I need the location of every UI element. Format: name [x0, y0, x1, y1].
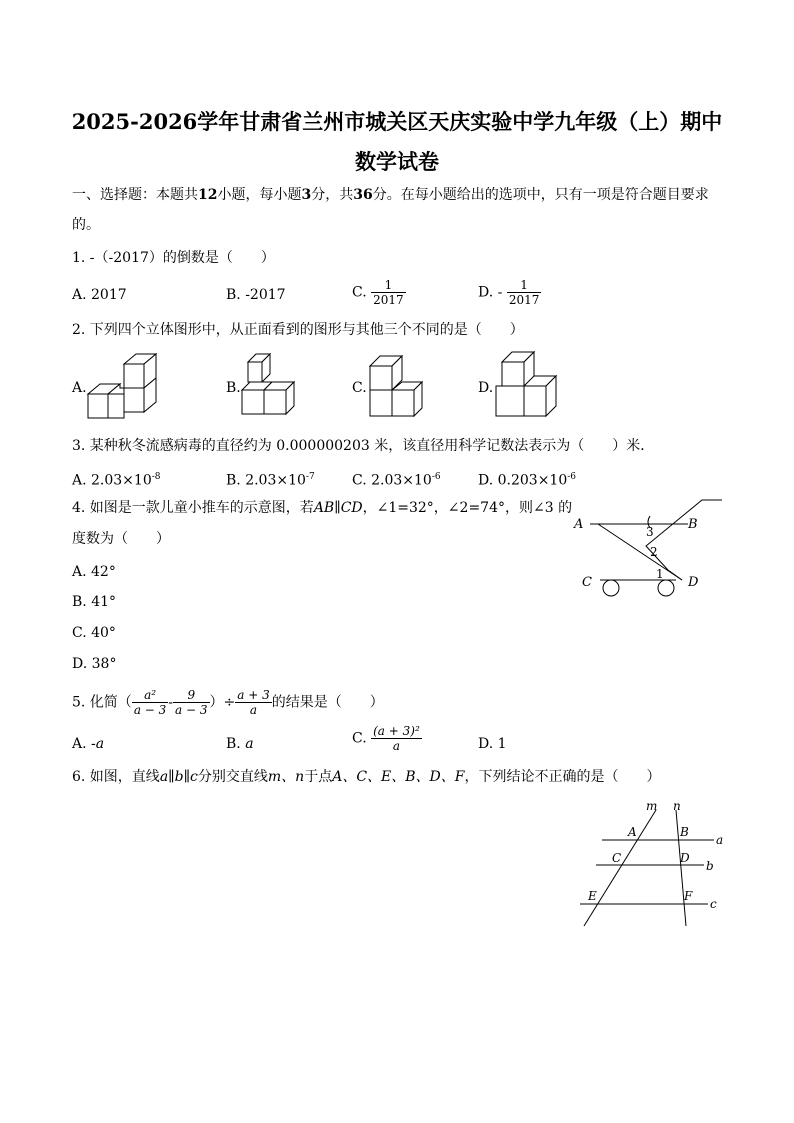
q2-option-d-label: D. — [478, 380, 494, 396]
label-line-m: m — [646, 799, 658, 813]
q1-option-c — [352, 278, 406, 307]
q6-stem-text-4: ，下列结论不正确的是（ ） — [464, 769, 661, 785]
q5-stem-open: 5. 化简（ — [72, 694, 132, 711]
q5-option-c-label: C. — [352, 730, 367, 747]
q1-stem: 1. -（-2017）的倒数是（ ） — [72, 250, 275, 266]
q3-option-c-exponent: -6 — [431, 472, 441, 482]
q1-option-c-fraction — [371, 278, 406, 307]
fraction-numerator: 1 — [507, 278, 542, 293]
label-line-n: n — [673, 799, 681, 813]
label-angle-1: 1 — [656, 567, 664, 581]
line-handle — [646, 500, 722, 570]
fraction-denominator: a — [249, 703, 258, 717]
q4-stem-parallel: ∥ — [334, 500, 341, 516]
q6-parallel-lines-figure — [576, 800, 726, 930]
q4-option-d: D. 38° — [72, 656, 117, 672]
wheel-right — [658, 580, 674, 596]
q5-option-a-value: -a — [91, 736, 105, 752]
q5-close-divide: ）÷ — [209, 694, 236, 711]
fraction-denominator: a — [392, 739, 401, 753]
section1-count: 12 — [198, 187, 218, 203]
fraction-denominator: 2017 — [508, 293, 540, 307]
q3-option-c — [352, 468, 441, 490]
exam-title-line2: 数学试卷 — [355, 149, 439, 174]
q2-option-b-label: B. — [226, 380, 241, 396]
q5-option-a-label: A. — [72, 736, 92, 752]
q1-option-c-label: C. — [352, 284, 367, 301]
q4-stem-text-2: ，∠1=32°，∠2=74°，则∠3 的 — [362, 500, 573, 516]
q4-stem-text-1: 4. 如图是一款儿童小推车的示意图，若 — [72, 500, 314, 516]
label-point-b: B — [680, 825, 689, 839]
label-point-d: D — [680, 851, 690, 865]
q6-stem-text-3: 于点 — [304, 769, 333, 785]
label-point-c: C — [612, 851, 622, 865]
q4-option-a: A. 42° — [72, 564, 116, 580]
q5-option-c-fraction — [371, 724, 422, 753]
label-point-e: E — [588, 889, 597, 903]
q6-stem-points: A、C、E、B、D、F — [332, 769, 465, 785]
label-point-d: D — [688, 575, 699, 590]
q6-stem-text-2: 分别交直线 — [197, 769, 268, 785]
section1-text-3: 分，共 — [311, 187, 354, 203]
fraction-numerator: (a + 3)² — [373, 724, 420, 738]
exam-title-line1: 2025-2026学年甘肃省兰州市城关区天庆实验中学九年级（上）期中 — [71, 109, 723, 134]
q5-option-b — [226, 735, 254, 753]
label-point-a: A — [628, 825, 637, 839]
q2-stem: 2. 下列四个立体图形中，从正面看到的图形与其他三个不同的是（ ） — [72, 322, 524, 338]
section1-header — [72, 186, 709, 204]
fraction-numerator: 1 — [371, 278, 406, 293]
q1-option-d-fraction — [507, 278, 542, 307]
label-angle-2: 2 — [650, 545, 658, 559]
line-slant-2a — [668, 570, 682, 580]
label-point-b: B — [688, 517, 698, 532]
q5-fraction-2 — [173, 688, 209, 717]
q3-option-b-exponent: -7 — [305, 472, 315, 482]
label-point-a: A — [574, 517, 584, 532]
q5-minus: - — [168, 694, 174, 711]
label-line-c: c — [710, 897, 717, 911]
q3-stem: 3. 某种秋冬流感病毒的直径约为 0.000000203 米，该直径用科学记数法表示为（ ）米． — [72, 438, 655, 454]
q4-stem-line2: 度数为（ ） — [72, 531, 170, 547]
q2-figure-c-cubes — [368, 352, 428, 424]
q3-option-d — [478, 468, 576, 490]
line-m — [584, 810, 656, 926]
q2-option-a-label: A. — [72, 380, 87, 396]
q5-fraction-3 — [235, 688, 271, 717]
fraction-numerator: 9 — [173, 688, 209, 703]
q6-stem-abc: a∥b∥c — [159, 769, 198, 785]
q3-option-d-exponent: -6 — [567, 472, 577, 482]
fraction-numerator: a + 3 — [237, 688, 270, 702]
label-point-c: C — [582, 575, 592, 590]
q4-stem — [72, 499, 572, 517]
section1-header-line2: 的。 — [72, 217, 100, 233]
q3-option-a-base: A. 2.03×10 — [72, 472, 152, 489]
q2-figure-b-cubes — [240, 352, 296, 424]
section1-text-2: 小题，每小题 — [217, 187, 302, 203]
q4-option-b: B. 41° — [72, 594, 117, 610]
q5-option-d: D. 1 — [478, 736, 507, 752]
q3-option-d-base: D. 0.203×10 — [478, 472, 568, 489]
fraction-numerator: a² — [132, 688, 168, 703]
q3-option-b — [226, 468, 315, 490]
q2-option-c-label: C. — [352, 380, 367, 396]
q4-stem-ab: AB — [313, 500, 335, 516]
q5-option-b-label: B. — [226, 736, 246, 752]
q2-figure-a-cubes — [86, 350, 166, 422]
q3-option-a-exponent: -8 — [151, 472, 161, 482]
q1-option-d — [478, 278, 541, 307]
q1-option-a: A. 2017 — [72, 287, 127, 303]
q1-option-d-label: D. - — [478, 284, 503, 301]
q6-stem — [72, 768, 660, 786]
q4-stroller-figure — [570, 494, 730, 606]
label-line-b: b — [706, 859, 714, 873]
q6-stem-text-1: 6. 如图，直线 — [72, 769, 160, 785]
section1-text-4: 分。在每小题给出的选项中，只有一项是符合题目要求 — [372, 187, 709, 203]
fraction-denominator: a − 3 — [175, 703, 208, 717]
q5-fraction-1 — [132, 688, 168, 717]
label-point-f: F — [684, 889, 693, 903]
q1-option-b: B. -2017 — [226, 287, 286, 303]
label-angle-3: 3 — [646, 525, 654, 539]
q4-option-c: C. 40° — [72, 625, 116, 641]
q5-stem-post: 的结果是（ ） — [271, 694, 384, 711]
section1-total: 36 — [353, 187, 373, 203]
q3-option-b-base: B. 2.03×10 — [226, 472, 306, 489]
section1-text-1: 一、选择题：本题共 — [72, 187, 198, 203]
fraction-denominator: 2017 — [373, 293, 404, 307]
q5-option-b-value: a — [245, 736, 254, 752]
section1-points-each: 3 — [301, 187, 312, 203]
fraction-denominator: a − 3 — [133, 703, 167, 717]
label-line-a: a — [716, 833, 724, 847]
q4-stem-cd: CD — [340, 500, 363, 516]
q5-option-c — [352, 724, 422, 753]
wheel-left — [603, 580, 619, 596]
q6-stem-mn: m、n — [267, 769, 305, 785]
q3-option-c-base: C. 2.03×10 — [352, 472, 432, 489]
q5-stem — [72, 688, 384, 717]
q2-figure-d-cubes — [494, 350, 564, 424]
q5-option-a — [72, 735, 104, 753]
q3-option-a — [72, 468, 161, 490]
